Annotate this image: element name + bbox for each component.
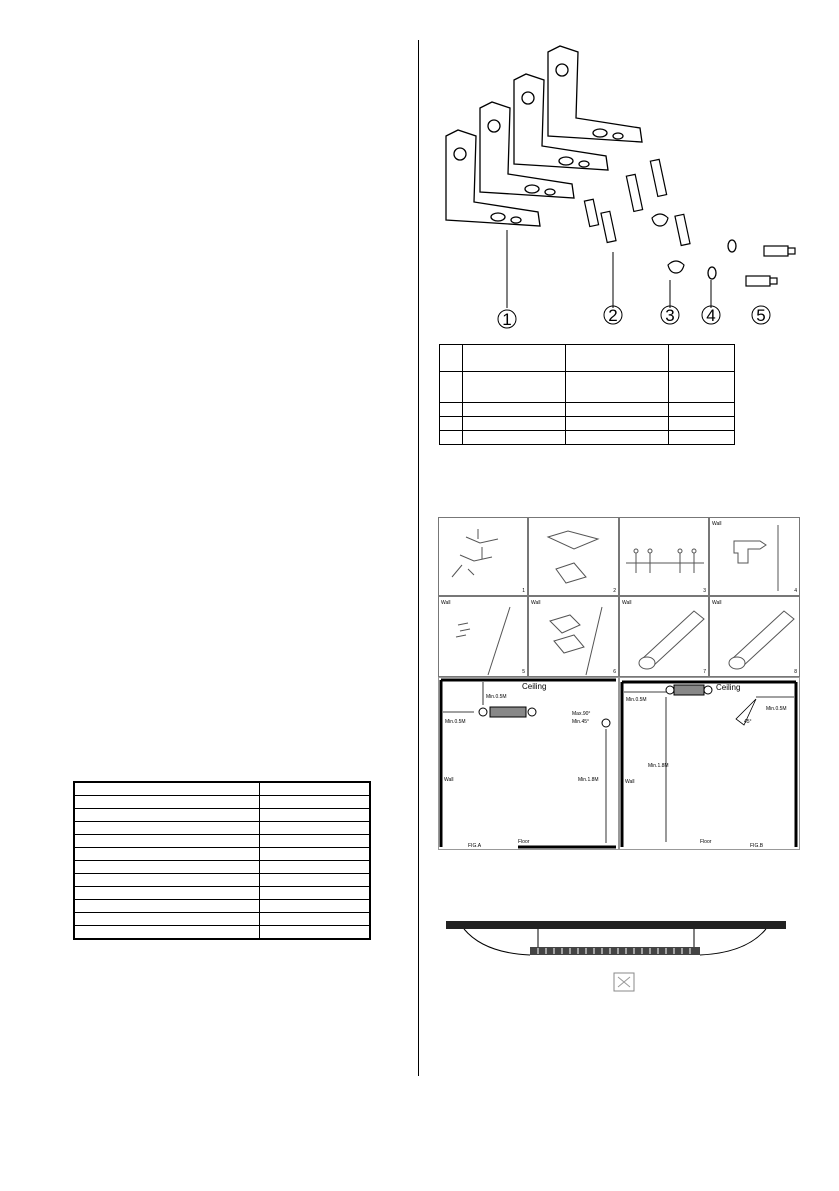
table-cell (463, 372, 566, 403)
table-cell (669, 403, 735, 417)
right-reflector (700, 929, 766, 955)
table-row (440, 345, 735, 372)
table-row (74, 796, 370, 809)
parts-illustration (430, 40, 810, 335)
table-cell (440, 345, 463, 372)
callout-4: 4 (706, 306, 716, 325)
table-cell (440, 431, 463, 445)
step-2-panel (529, 518, 619, 596)
fig-a-panel (439, 678, 619, 850)
table-cell (260, 796, 371, 809)
table-row (74, 900, 370, 913)
table-cell (566, 403, 669, 417)
table-cell (74, 861, 260, 874)
table-cell (566, 345, 669, 372)
step-number-1: 1 (522, 588, 525, 594)
step-4-wall-label: Wall (712, 521, 722, 527)
table-cell (74, 913, 260, 926)
table-row (74, 848, 370, 861)
step-7-wall-label: Wall (622, 600, 632, 606)
table-row (74, 926, 370, 940)
step-number-7: 7 (703, 669, 706, 675)
column-divider (418, 40, 419, 1076)
table-cell (74, 926, 260, 940)
table-cell (74, 796, 260, 809)
fig-b-angle: 45° (744, 719, 752, 725)
fig-a-min-side: Min.0.5M (445, 719, 466, 725)
fig-a-ceiling-label: Ceiling (522, 682, 547, 691)
table-cell (74, 848, 260, 861)
table-cell (463, 345, 566, 372)
table-cell (463, 403, 566, 417)
anchor-bolts (584, 159, 690, 245)
fig-b-ceiling-label: Ceiling (716, 683, 741, 692)
table-row (74, 887, 370, 900)
step-3-panel (620, 518, 709, 596)
installation-steps (438, 517, 800, 679)
table-cell (260, 861, 371, 874)
table-row (440, 403, 735, 417)
fig-b-min-height: Min.1.8M (648, 763, 669, 769)
table-row (74, 913, 370, 926)
table-cell (74, 887, 260, 900)
fig-a-label: FIG.A (468, 843, 482, 849)
callout-5: 5 (756, 306, 766, 325)
fig-b-panel (620, 678, 800, 850)
step-1-panel (439, 518, 528, 596)
table-cell (260, 822, 371, 835)
fig-b-floor-label: Floor (700, 839, 712, 845)
step-8-wall-label: Wall (712, 600, 722, 606)
fig-a-max-angle: Max.90° (572, 711, 591, 717)
table-cell (74, 900, 260, 913)
table-cell (566, 431, 669, 445)
table-cell (74, 782, 260, 796)
left-parts-table (73, 781, 371, 940)
fig-a-floor-label: Floor (518, 839, 530, 845)
table-cell (74, 822, 260, 835)
table-row (440, 417, 735, 431)
fig-b-label: FIG.B (750, 843, 764, 849)
step-6-panel (529, 597, 619, 677)
table-row (440, 372, 735, 403)
table-cell (669, 417, 735, 431)
table-cell (440, 417, 463, 431)
broken-image-icon (614, 973, 634, 991)
fig-a-min-top: Min.0.5M (486, 694, 507, 700)
table-cell (440, 372, 463, 403)
table-cell (260, 782, 371, 796)
clearance-diagrams (438, 677, 800, 853)
table-row (74, 861, 370, 874)
table-cell (260, 809, 371, 822)
step-5-wall-label: Wall (441, 600, 451, 606)
table-cell (463, 417, 566, 431)
step-7-panel (620, 597, 709, 677)
table-cell (74, 874, 260, 887)
fig-b-min-left: Min.0.5M (626, 697, 647, 703)
fig-b-heater (674, 685, 704, 695)
step-4-panel (710, 518, 800, 596)
table-cell (440, 403, 463, 417)
step-number-2: 2 (613, 588, 616, 594)
callout-3: 3 (665, 306, 675, 325)
table-cell (260, 848, 371, 861)
table-cell (74, 835, 260, 848)
table-cell (74, 809, 260, 822)
step-8-panel (710, 597, 800, 677)
fig-b-wall-label: Wall (625, 779, 635, 785)
step-number-8: 8 (794, 669, 797, 675)
table-cell (566, 372, 669, 403)
fig-a-min-angle: Min.45° (572, 719, 590, 725)
table-cell (260, 835, 371, 848)
table-row (74, 809, 370, 822)
table-cell (260, 874, 371, 887)
table-cell (260, 887, 371, 900)
table-cell (669, 431, 735, 445)
fig-a-wall-label: Wall (444, 777, 454, 783)
step-number-5: 5 (522, 669, 525, 675)
table-cell (260, 913, 371, 926)
table-row (74, 874, 370, 887)
callout-1: 1 (502, 310, 512, 329)
parts-list-table (439, 344, 735, 445)
ceiling-slab (446, 921, 786, 929)
washers (708, 240, 736, 279)
table-cell (260, 926, 371, 940)
table-cell (260, 900, 371, 913)
step-number-6: 6 (613, 669, 616, 675)
step-5-panel (439, 597, 528, 677)
callout-2: 2 (608, 306, 618, 325)
table-row (74, 835, 370, 848)
table-cell (566, 417, 669, 431)
step-6-wall-label: Wall (531, 600, 541, 606)
fig-a-min-height: Min.1.8M (578, 777, 599, 783)
left-reflector (464, 929, 530, 955)
fig-a-heater (490, 707, 526, 717)
step-number-3: 3 (703, 588, 706, 594)
table-cell (669, 372, 735, 403)
table-row (74, 822, 370, 835)
ceiling-mount-diagram (446, 917, 788, 997)
table-cell (463, 431, 566, 445)
step-number-4: 4 (794, 588, 797, 594)
table-cell (669, 345, 735, 372)
screws (746, 246, 795, 286)
mounting-brackets (446, 46, 642, 226)
table-row (440, 431, 735, 445)
table-row (74, 782, 370, 796)
fig-b-min-right: Min.0.5M (766, 706, 787, 712)
